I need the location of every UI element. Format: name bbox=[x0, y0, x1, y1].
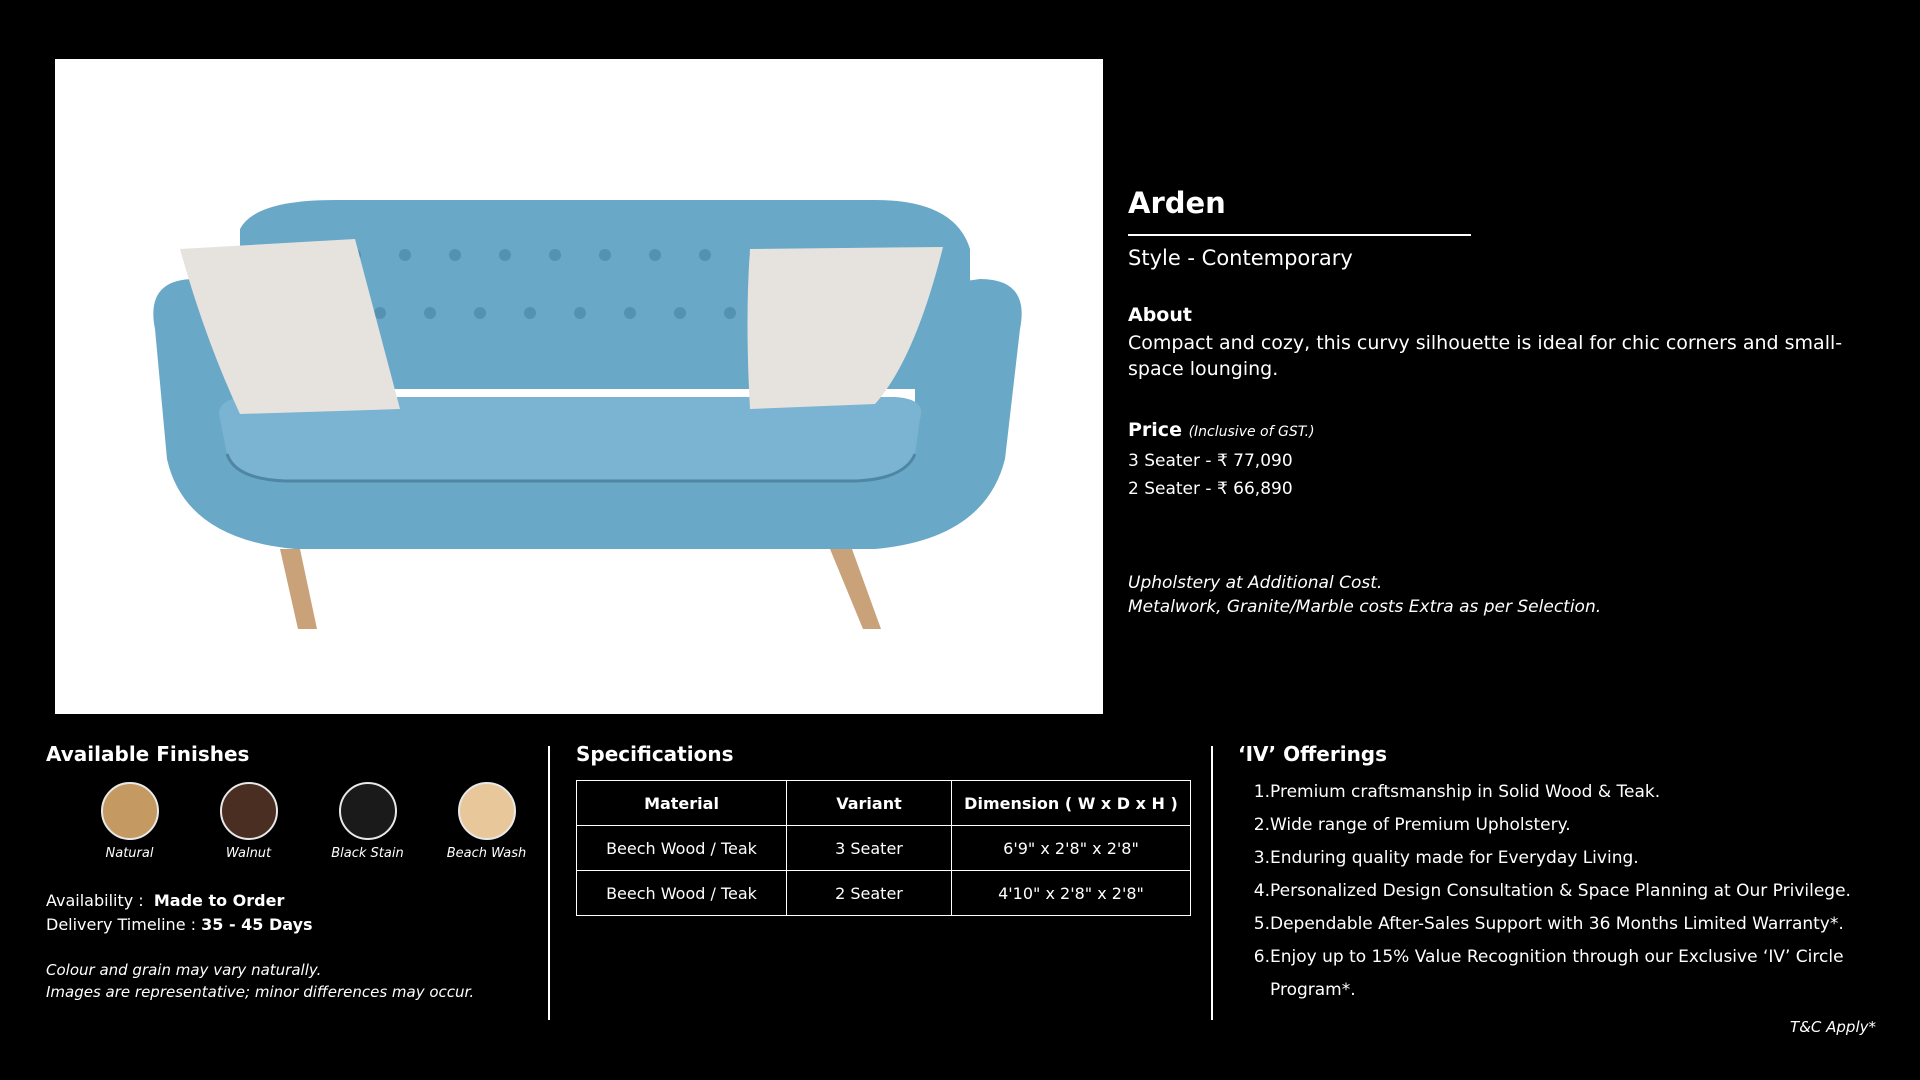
list-item bbox=[1238, 908, 1888, 941]
availability-line bbox=[46, 889, 546, 913]
price-list bbox=[1128, 447, 1888, 503]
title-underline bbox=[1128, 234, 1471, 236]
sofa-illustration bbox=[55, 59, 1103, 714]
swatch-label: Natural bbox=[105, 846, 154, 861]
availability-value: Made to Order bbox=[153, 891, 285, 910]
availability-label: Availability : bbox=[46, 891, 144, 910]
cell-variant: 2 Seater bbox=[787, 871, 952, 916]
item-text: Enduring quality made for Everyday Living. bbox=[1270, 848, 1639, 868]
section-divider bbox=[1211, 746, 1213, 1020]
terms-note: T&C Apply* bbox=[1790, 1018, 1876, 1036]
swatch-circle bbox=[458, 782, 516, 840]
price-3-seater: 3 Seater - ₹ 77,090 bbox=[1128, 451, 1293, 471]
table-row bbox=[577, 826, 1191, 871]
cell-material: Beech Wood / Teak bbox=[577, 826, 787, 871]
header-variant: Variant bbox=[787, 781, 952, 826]
specifications bbox=[576, 742, 1191, 916]
swatch-circle bbox=[220, 782, 278, 840]
item-text: Dependable After-Sales Support with 36 Months Limited Warranty*. bbox=[1270, 914, 1844, 934]
item-number: 5. bbox=[1253, 914, 1270, 934]
metalwork-note: Metalwork, Granite/Marble costs Extra as per Selection. bbox=[1128, 597, 1602, 617]
item-text: Wide range of Premium Upholstery. bbox=[1270, 815, 1571, 835]
availability-info bbox=[46, 889, 546, 937]
cell-variant: 3 Seater bbox=[787, 826, 952, 871]
product-style: Style - Contemporary bbox=[1128, 246, 1353, 270]
upholstery-note: Upholstery at Additional Cost. bbox=[1128, 573, 1383, 593]
delivery-value: 35 - 45 Days bbox=[201, 915, 313, 934]
cost-notes bbox=[1128, 571, 1888, 619]
offerings-list bbox=[1238, 776, 1888, 1007]
product-info bbox=[1128, 186, 1888, 619]
item-number: 1. bbox=[1253, 782, 1270, 802]
swatch-circle bbox=[339, 782, 397, 840]
swatch-walnut[interactable] bbox=[189, 782, 308, 861]
section-divider bbox=[548, 746, 550, 1020]
available-finishes bbox=[46, 742, 546, 1003]
price-2-seater: 2 Seater - ₹ 66,890 bbox=[1128, 479, 1293, 499]
item-number: 6. bbox=[1253, 947, 1270, 967]
offerings-heading: ‘IV’ Offerings bbox=[1238, 742, 1388, 766]
cell-dimension: 6'9" x 2'8" x 2'8" bbox=[952, 826, 1191, 871]
price-label: Price bbox=[1128, 419, 1182, 441]
list-item bbox=[1238, 776, 1888, 809]
list-item bbox=[1238, 941, 1888, 1007]
swatch-natural[interactable] bbox=[70, 782, 189, 861]
swatch-black-stain[interactable] bbox=[308, 782, 427, 861]
item-text: Personalized Design Consultation & Space Planning at Our Privilege. bbox=[1270, 881, 1851, 901]
swatch-label: Beach Wash bbox=[446, 846, 527, 861]
list-item bbox=[1238, 842, 1888, 875]
swatch-circle bbox=[101, 782, 159, 840]
list-item bbox=[1238, 875, 1888, 908]
swatch-label: Black Stain bbox=[331, 846, 404, 861]
specs-table bbox=[576, 780, 1191, 916]
item-text: Enjoy up to 15% Value Recognition through our Exclusive ‘IV’ Circle Program*. bbox=[1270, 947, 1844, 1000]
item-number: 2. bbox=[1253, 815, 1270, 835]
product-image bbox=[55, 59, 1103, 714]
list-item bbox=[1238, 809, 1888, 842]
about-text: Compact and cozy, this curvy silhouette is ideal for chic corners and small-space lounging. bbox=[1128, 332, 1843, 380]
product-title: Arden bbox=[1128, 186, 1226, 220]
image-note: Images are representative; minor differences may occur. bbox=[46, 983, 475, 1001]
item-text: Premium craftsmanship in Solid Wood & Teak. bbox=[1270, 782, 1661, 802]
finish-disclaimer bbox=[46, 959, 546, 1003]
delivery-label: Delivery Timeline : bbox=[46, 915, 197, 934]
swatch-beach-wash[interactable] bbox=[427, 782, 546, 861]
specs-heading: Specifications bbox=[576, 742, 734, 766]
cell-dimension: 4'10" x 2'8" x 2'8" bbox=[952, 871, 1191, 916]
price-note: (Inclusive of GST.) bbox=[1188, 424, 1315, 440]
price-heading bbox=[1128, 419, 1888, 441]
finish-swatches bbox=[70, 782, 546, 861]
about-heading: About bbox=[1128, 304, 1192, 326]
grain-note: Colour and grain may vary naturally. bbox=[46, 961, 322, 979]
item-number: 3. bbox=[1253, 848, 1270, 868]
cell-material: Beech Wood / Teak bbox=[577, 871, 787, 916]
table-header-row bbox=[577, 781, 1191, 826]
header-material: Material bbox=[577, 781, 787, 826]
item-number: 4. bbox=[1253, 881, 1270, 901]
table-row bbox=[577, 871, 1191, 916]
iv-offerings bbox=[1238, 742, 1888, 1007]
finishes-heading: Available Finishes bbox=[46, 742, 250, 766]
header-dimension: Dimension ( W x D x H ) bbox=[952, 781, 1191, 826]
delivery-line bbox=[46, 913, 546, 937]
swatch-label: Walnut bbox=[225, 846, 272, 861]
